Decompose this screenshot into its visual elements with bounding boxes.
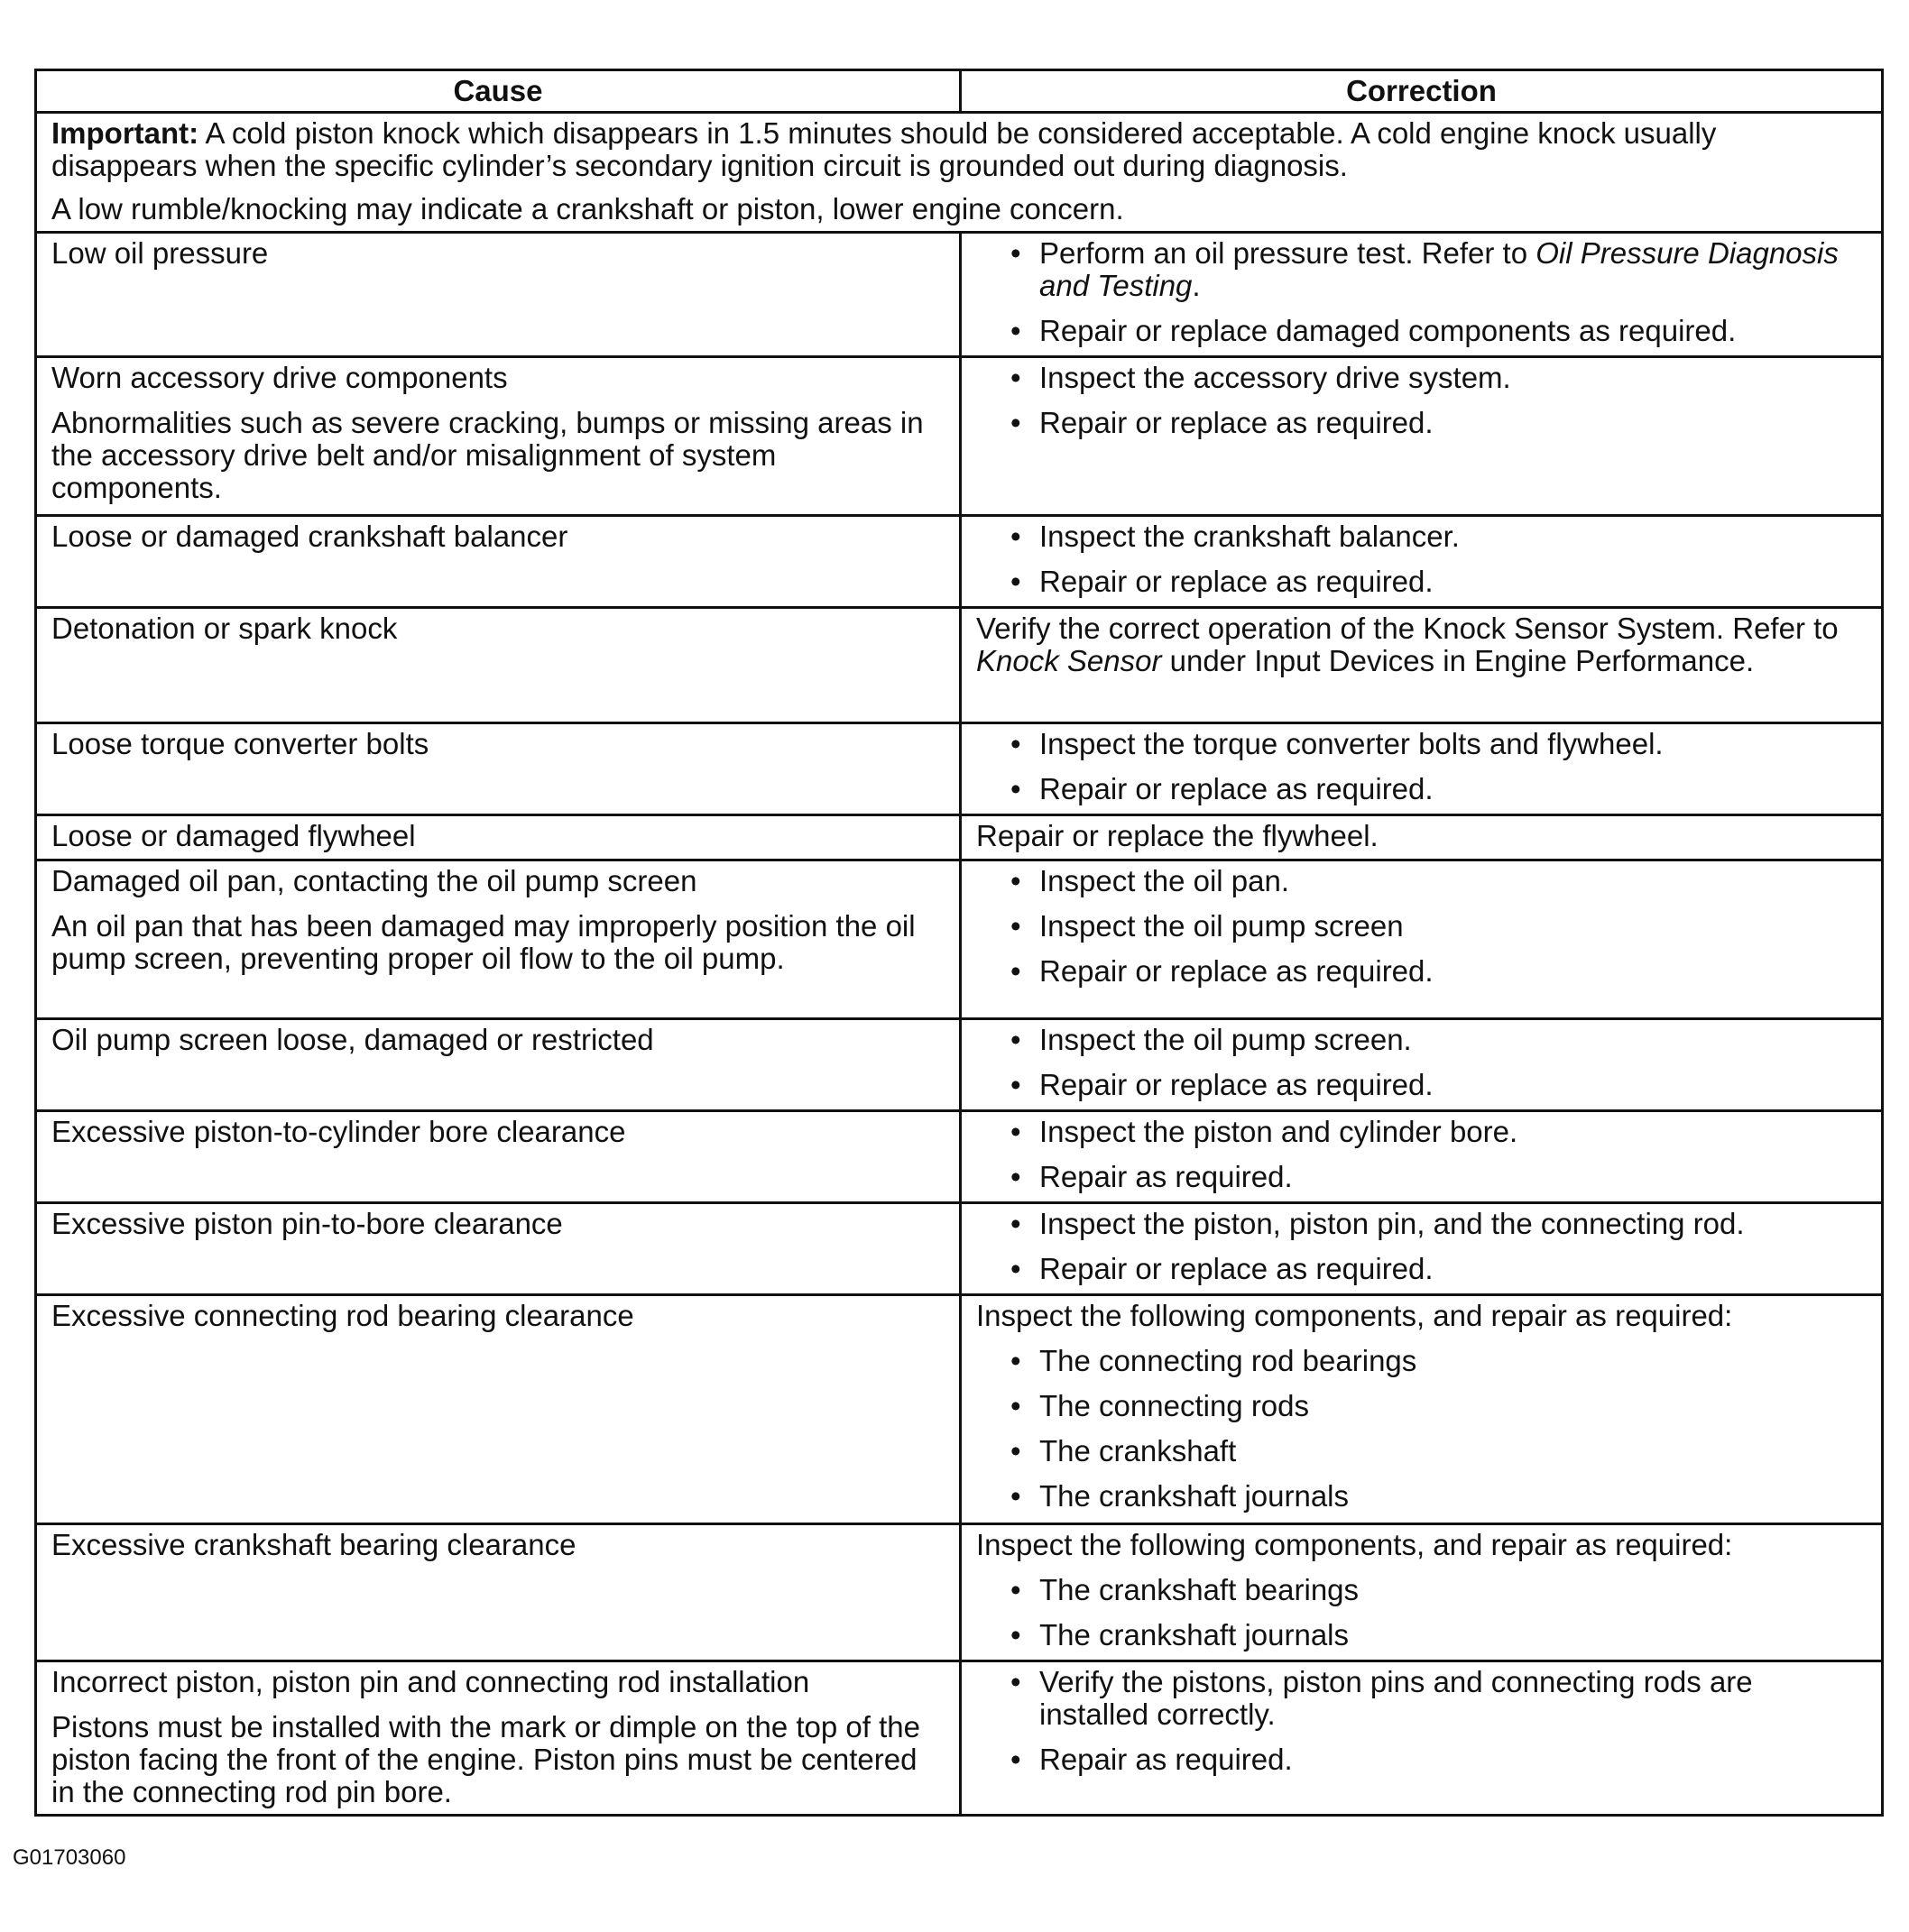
- cause-cell: [36, 1203, 961, 1295]
- important-paragraph-2: A low rumble/knocking may indicate a crankshaft or piston, lower engine concern.: [51, 192, 1124, 225]
- important-paragraph: [51, 117, 1867, 182]
- correction-text: Repair or replace as required.: [1039, 1252, 1434, 1285]
- correction-cell: [961, 723, 1883, 815]
- bullet-icon: •: [1010, 1068, 1021, 1101]
- correction-lead: Inspect the following components, and repair as required:: [976, 1528, 1733, 1561]
- table-row: [36, 516, 1883, 608]
- correction-cell: [961, 1203, 1883, 1295]
- correction-list: [976, 1208, 1867, 1285]
- correction-cell: [961, 815, 1883, 860]
- correction-text: Inspect the piston and cylinder bore.: [1039, 1115, 1518, 1148]
- correction-paragraph: Repair or replace the flywheel.: [976, 819, 1379, 852]
- table-row: [36, 815, 1883, 860]
- correction-text: The connecting rods: [1039, 1389, 1310, 1422]
- cause-title: Loose torque converter bolts: [51, 727, 429, 760]
- correction-cell: [961, 1295, 1883, 1524]
- header-correction: Correction: [961, 70, 1883, 113]
- correction-text: Inspect the torque converter bolts and flywheel.: [1039, 727, 1664, 760]
- list-item: [976, 315, 1867, 347]
- cause-detail: Abnormalities such as severe cracking, bumps or missing areas in the accessory drive belt and/or misalignment of system components.: [51, 406, 924, 504]
- cause-cell: [36, 1524, 961, 1661]
- list-item: [976, 1161, 1867, 1193]
- correction-text: The crankshaft bearings: [1039, 1573, 1360, 1606]
- bullet-icon: •: [1010, 1479, 1021, 1513]
- correction-list: [976, 1574, 1867, 1651]
- list-item: [976, 1619, 1867, 1651]
- list-item: [976, 1116, 1867, 1148]
- cause-detail: An oil pan that has been damaged may improperly position the oil pump screen, preventing proper oil flow to the oil pump.: [51, 909, 916, 975]
- cause-title: Detonation or spark knock: [51, 612, 398, 645]
- procedure-link-text: Knock Sensor: [976, 644, 1162, 677]
- figure-id: G01703060: [13, 1845, 126, 1870]
- correction-cell: [961, 860, 1883, 1019]
- correction-text: The crankshaft: [1039, 1434, 1237, 1467]
- correction-cell: [961, 1111, 1883, 1203]
- cause-cell: [36, 815, 961, 860]
- table-row: [36, 1524, 1883, 1661]
- cause-cell: [36, 1295, 961, 1524]
- correction-text: Repair or replace as required.: [1039, 954, 1434, 988]
- correction-list: [976, 520, 1867, 598]
- bullet-icon: •: [1010, 1160, 1021, 1193]
- cause-title: Excessive piston-to-cylinder bore clearance: [51, 1115, 626, 1148]
- bullet-icon: •: [1010, 1434, 1021, 1467]
- table-row: [36, 1203, 1883, 1295]
- correction-text: Verify the pistons, piston pins and connecting rods are installed correctly.: [1039, 1665, 1753, 1731]
- cause-detail: Pistons must be installed with the mark or dimple on the top of the piston facing the front of the engine. Piston pins must be centered in the connecting rod pin bore.: [51, 1710, 920, 1808]
- correction-text: Repair as required.: [1039, 1743, 1293, 1776]
- correction-cell: [961, 1019, 1883, 1111]
- bullet-icon: •: [1010, 1618, 1021, 1651]
- correction-list: [976, 1345, 1867, 1513]
- correction-text: The crankshaft journals: [1039, 1618, 1350, 1651]
- bullet-icon: •: [1010, 361, 1021, 394]
- list-item: [976, 728, 1867, 760]
- correction-cell: [961, 1661, 1883, 1816]
- list-item: [976, 1390, 1867, 1422]
- list-item: [976, 1069, 1867, 1101]
- cause-title: Damaged oil pan, contacting the oil pump screen: [51, 864, 697, 897]
- correction-list: [976, 865, 1867, 988]
- correction-cell: [961, 516, 1883, 608]
- procedure-link-text: Oil Pressure Diagnosis and Testing: [1039, 236, 1839, 302]
- correction-text: Inspect the oil pan.: [1039, 864, 1290, 897]
- correction-text: The connecting rod bearings: [1039, 1344, 1417, 1377]
- correction-list: [976, 237, 1867, 347]
- cause-title: Loose or damaged flywheel: [51, 819, 416, 852]
- list-item: [976, 773, 1867, 805]
- correction-text: Repair or replace as required.: [1039, 1068, 1434, 1101]
- header-cause: Cause: [36, 70, 961, 113]
- table-row: [36, 860, 1883, 1019]
- bullet-icon: •: [1010, 1743, 1021, 1776]
- correction-cell: [961, 357, 1883, 516]
- bullet-icon: •: [1010, 909, 1021, 943]
- bullet-icon: •: [1010, 1665, 1021, 1698]
- correction-cell: [961, 1524, 1883, 1661]
- cause-title: Low oil pressure: [51, 236, 269, 270]
- correction-text: Repair or replace as required.: [1039, 772, 1434, 805]
- bullet-icon: •: [1010, 864, 1021, 897]
- correction-paragraph: [976, 612, 1867, 677]
- list-item: [976, 1435, 1867, 1467]
- bullet-icon: •: [1010, 954, 1021, 988]
- cause-title: Oil pump screen loose, damaged or restricted: [51, 1023, 654, 1056]
- bullet-icon: •: [1010, 314, 1021, 347]
- list-item: [976, 407, 1867, 439]
- cause-title: Loose or damaged crankshaft balancer: [51, 520, 568, 553]
- correction-text: under Input Devices in Engine Performance.: [1161, 644, 1755, 677]
- cause-title: Worn accessory drive components: [51, 361, 508, 394]
- correction-text: Repair or replace as required.: [1039, 565, 1434, 598]
- cause-cell: [36, 233, 961, 357]
- bullet-icon: •: [1010, 1573, 1021, 1606]
- correction-list: [976, 728, 1867, 805]
- list-item: [976, 1666, 1867, 1731]
- correction-text: Perform an oil pressure test. Refer to: [1039, 236, 1536, 270]
- bullet-icon: •: [1010, 1115, 1021, 1148]
- cause-title: Excessive piston pin-to-bore clearance: [51, 1207, 563, 1240]
- list-item: [976, 910, 1867, 943]
- bullet-icon: •: [1010, 727, 1021, 760]
- list-item: [976, 955, 1867, 988]
- bullet-icon: •: [1010, 1023, 1021, 1056]
- cause-cell: [36, 516, 961, 608]
- correction-text: Inspect the piston, piston pin, and the connecting rod.: [1039, 1207, 1745, 1240]
- correction-text: Repair or replace damaged components as required.: [1039, 314, 1737, 347]
- list-item: [976, 362, 1867, 394]
- table-row: [36, 357, 1883, 516]
- list-item: [976, 1345, 1867, 1377]
- diagnostic-table-page: [34, 69, 1881, 1817]
- important-text: A cold piston knock which disappears in 1.5 minutes should be considered acceptable. A cold engine knock usually disappears when the specific cylinder’s secondary ignition circuit is grounded out during diagnosis.: [51, 116, 1717, 182]
- cause-cell: [36, 1019, 961, 1111]
- cause-title: Incorrect piston, piston pin and connecting rod installation: [51, 1665, 810, 1698]
- cause-cell: [36, 1111, 961, 1203]
- correction-lead: Inspect the following components, and repair as required:: [976, 1299, 1733, 1332]
- correction-text: Verify the correct operation of the Knock Sensor System. Refer to: [976, 612, 1839, 645]
- list-item: [976, 237, 1867, 302]
- list-item: [976, 520, 1867, 553]
- correction-list: [976, 1024, 1867, 1101]
- correction-text: Repair or replace as required.: [1039, 406, 1434, 439]
- bullet-icon: •: [1010, 520, 1021, 553]
- table-row: [36, 1019, 1883, 1111]
- table-row: [36, 233, 1883, 357]
- correction-text: .: [1192, 269, 1201, 302]
- table-row: [36, 1295, 1883, 1524]
- table-row: [36, 1111, 1883, 1203]
- list-item: [976, 1024, 1867, 1056]
- correction-text: Inspect the crankshaft balancer.: [1039, 520, 1460, 553]
- cause-cell: [36, 1661, 961, 1816]
- list-item: [976, 1253, 1867, 1285]
- correction-cell: [961, 233, 1883, 357]
- correction-cell: [961, 608, 1883, 723]
- table-row: [36, 608, 1883, 723]
- diagnostic-table: [34, 69, 1884, 1817]
- cause-cell: [36, 860, 961, 1019]
- correction-text: Inspect the oil pump screen.: [1039, 1023, 1412, 1056]
- list-item: [976, 566, 1867, 598]
- cause-cell: [36, 608, 961, 723]
- important-label: Important:: [51, 116, 199, 150]
- correction-list: [976, 362, 1867, 439]
- bullet-icon: •: [1010, 1344, 1021, 1377]
- bullet-icon: •: [1010, 565, 1021, 598]
- important-note-row: [36, 113, 1883, 233]
- table-header-row: [36, 70, 1883, 113]
- table-row: [36, 723, 1883, 815]
- list-item: [976, 1480, 1867, 1513]
- list-item: [976, 865, 1867, 897]
- list-item: [976, 1574, 1867, 1606]
- cause-cell: [36, 357, 961, 516]
- bullet-icon: •: [1010, 406, 1021, 439]
- bullet-icon: •: [1010, 1207, 1021, 1240]
- bullet-icon: •: [1010, 1389, 1021, 1422]
- correction-text: Repair as required.: [1039, 1160, 1293, 1193]
- correction-text: The crankshaft journals: [1039, 1479, 1350, 1513]
- list-item: [976, 1208, 1867, 1240]
- correction-text: Inspect the accessory drive system.: [1039, 361, 1511, 394]
- correction-list: [976, 1116, 1867, 1193]
- bullet-icon: •: [1010, 1252, 1021, 1285]
- cause-title: Excessive crankshaft bearing clearance: [51, 1528, 576, 1561]
- list-item: [976, 1743, 1867, 1776]
- cause-cell: [36, 723, 961, 815]
- correction-text: Inspect the oil pump screen: [1039, 909, 1404, 943]
- correction-list: [976, 1666, 1867, 1776]
- bullet-icon: •: [1010, 236, 1021, 270]
- table-row: [36, 1661, 1883, 1816]
- cause-title: Excessive connecting rod bearing clearance: [51, 1299, 634, 1332]
- bullet-icon: •: [1010, 772, 1021, 805]
- important-note: [36, 113, 1883, 233]
